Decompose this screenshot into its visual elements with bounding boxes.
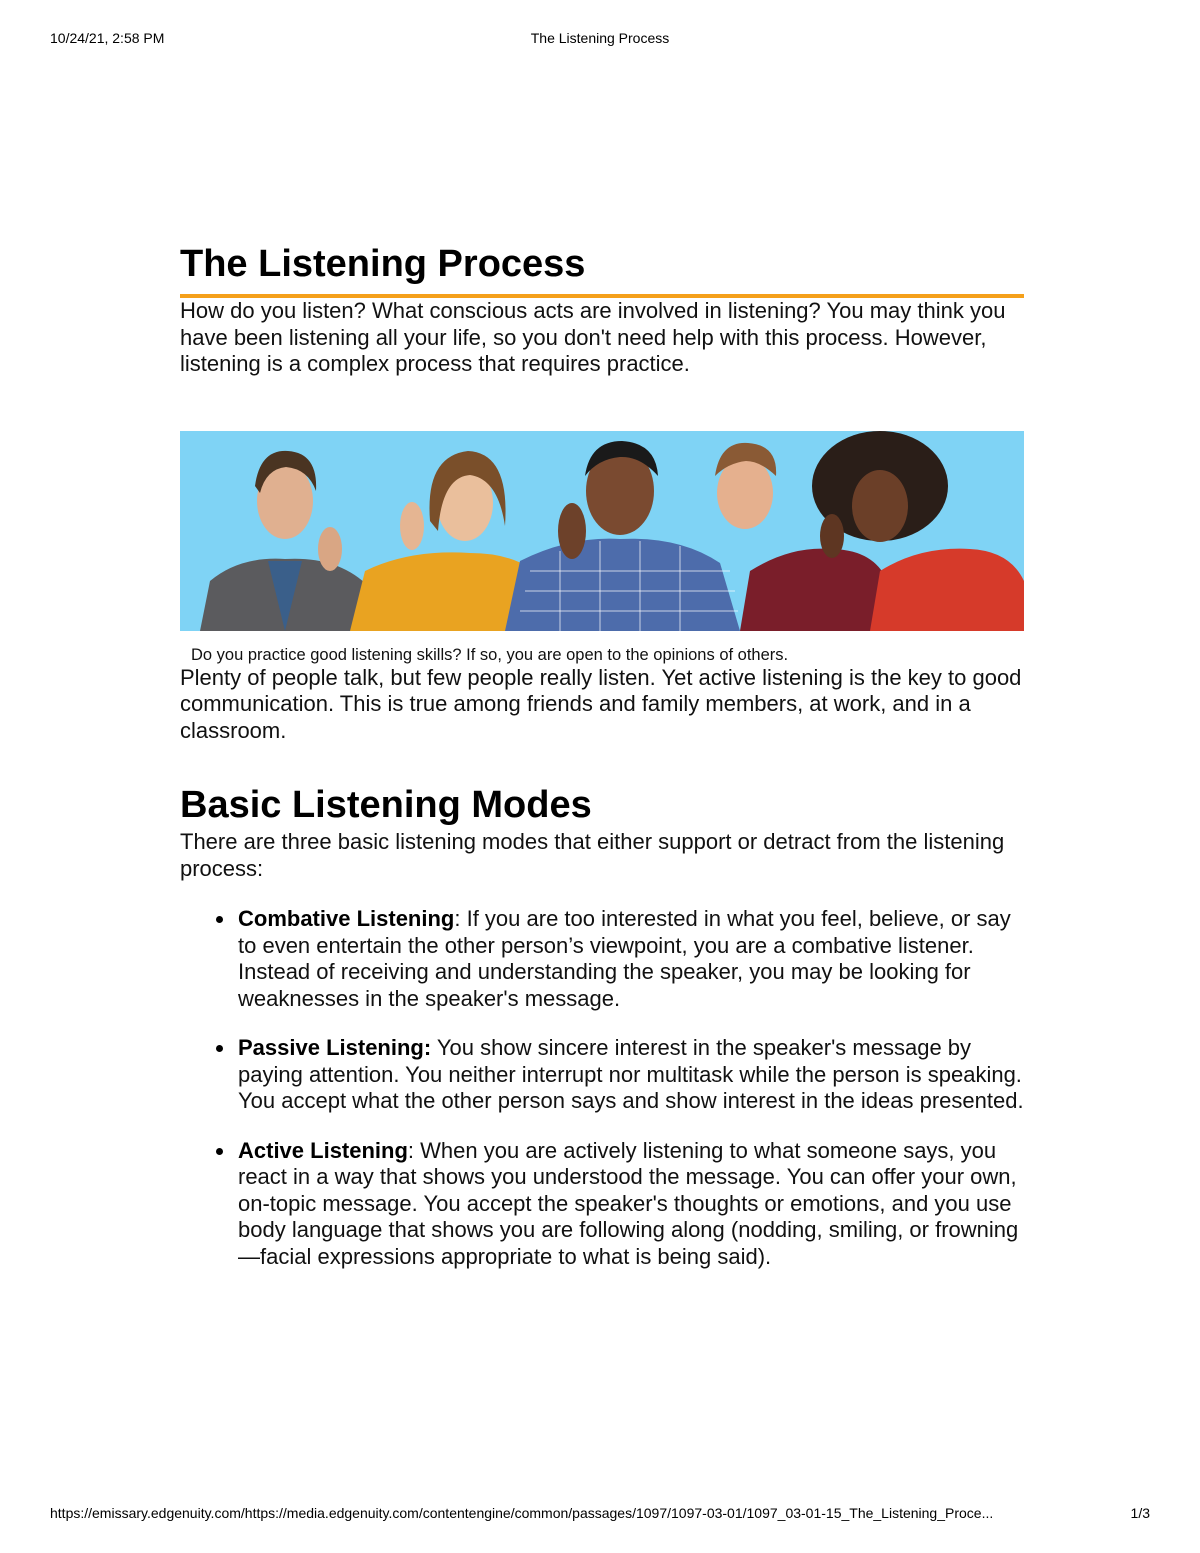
list-item-active xyxy=(238,1138,1024,1271)
list-item-combative xyxy=(238,906,1024,1012)
mode-separator: : xyxy=(407,1137,415,1163)
list-item-passive xyxy=(238,1035,1024,1115)
print-page-title: The Listening Process xyxy=(530,30,670,46)
mode-term: Combative Listening xyxy=(238,906,455,931)
listening-key-paragraph: Plenty of people talk, but few people really listen. Yet active listening is the key to good communication. This is true among friends and family members, at work, and in a classroom. xyxy=(180,664,1022,743)
print-url: https://emissary.edgenuity.com/https://media.edgenuity.com/contentengine/common/passages/1097/1097-03-01/1097_03-01-15_The_Listening_Proce... xyxy=(50,1505,994,1521)
section-intro: There are three basic listening modes that either support or detract from the listening process: xyxy=(180,829,1005,881)
mode-description: If you are too interested in what you feel, believe, or say to even entertain the other person’s viewpoint, you are a combative listener. Instead of receiving and understanding the speaker, you may be looking for weaknesses in the speaker's message. xyxy=(238,906,1011,1011)
print-header xyxy=(50,30,1150,48)
listening-modes-list xyxy=(180,906,1024,1270)
mode-description: You show sincere interest in the speaker's message by paying attention. You neither interrupt nor multitask while the person is speaking. You accept what the other person says and show interest in the ideas presented. xyxy=(238,1035,1024,1113)
listening-people-photo xyxy=(180,431,1024,631)
section-heading: Basic Listening Modes xyxy=(180,784,592,826)
intro-paragraph: How do you listen? What conscious acts are involved in listening? You may think you have been listening all your life, so you don't need help with this process. However, listening is a complex process that requires practice. xyxy=(180,298,1006,376)
mode-separator: : xyxy=(454,906,461,931)
page-title: The Listening Process xyxy=(180,240,1024,298)
article xyxy=(180,240,1024,1293)
mode-term: Active Listening xyxy=(238,1137,408,1163)
photo-illustration xyxy=(180,431,1024,631)
mode-term: Passive Listening: xyxy=(238,1035,432,1060)
print-footer xyxy=(50,1505,1150,1523)
page-number: 1/3 xyxy=(1130,1505,1150,1521)
mode-description: When you are actively listening to what someone says, you react in a way that shows you understood the message. You can offer your own, on-topic message. You accept the speaker's thoughts or emotions, and you use body language that shows you are following along (nodding, smiling, or frowning—facial expressions appropriate to what is being said). xyxy=(238,1137,1019,1269)
image-caption: Do you practice good listening skills? If so, you are open to the opinions of others. xyxy=(191,645,789,664)
print-datetime: 10/24/21, 2:58 PM xyxy=(50,30,165,46)
